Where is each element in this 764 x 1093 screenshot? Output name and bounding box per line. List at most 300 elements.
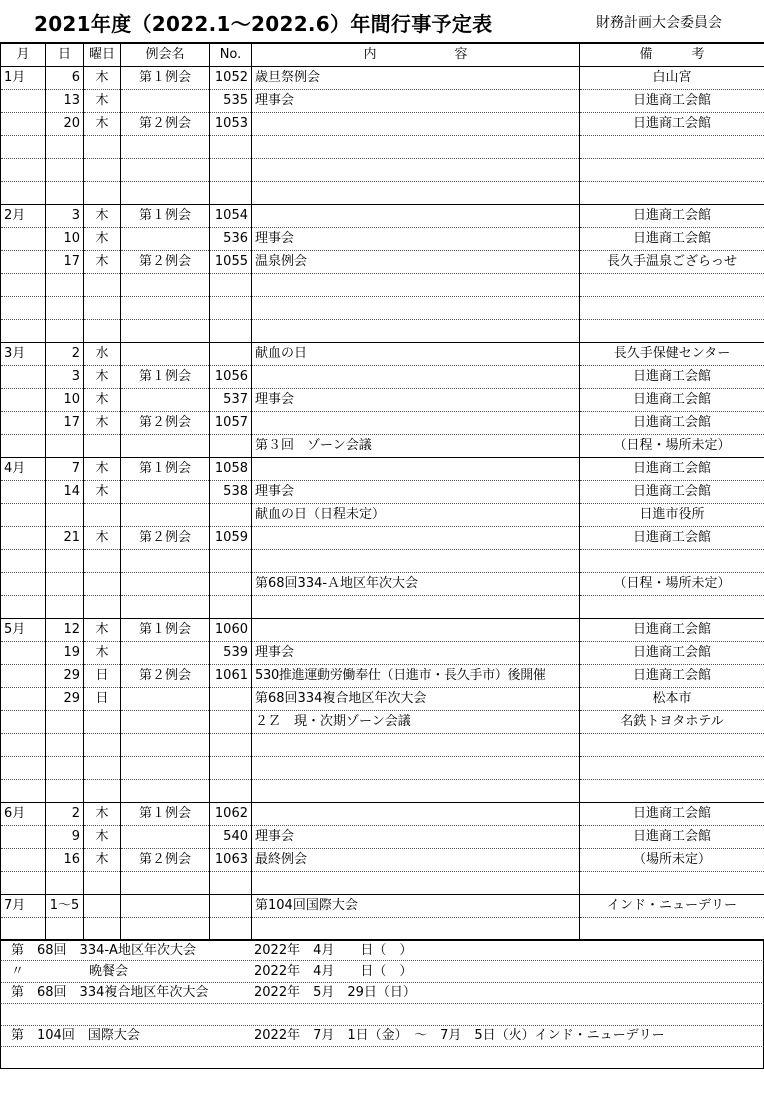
cell-month xyxy=(1,228,46,251)
table-row xyxy=(1,389,764,412)
cell-meeting-no xyxy=(210,504,252,527)
cell-day: 3 xyxy=(46,366,84,389)
cell-month xyxy=(1,573,46,596)
cell-day xyxy=(46,757,84,780)
cell-meeting-no: 535 xyxy=(210,90,252,113)
cell-month xyxy=(1,274,46,297)
cell-day: 7 xyxy=(46,458,84,481)
cell-meeting-name xyxy=(121,550,210,573)
cell-remarks xyxy=(580,757,764,780)
committee-name: 財務計画大会委員会 xyxy=(596,15,722,31)
cell-month: 6月 xyxy=(1,803,46,826)
table-row xyxy=(1,803,764,826)
cell-month: 5月 xyxy=(1,619,46,642)
cell-remarks: 日進商工会館 xyxy=(580,665,764,688)
cell-day: 14 xyxy=(46,481,84,504)
cell-day xyxy=(46,780,84,803)
cell-content xyxy=(252,297,580,320)
cell-content: 第104回国際大会 xyxy=(252,895,580,918)
cell-meeting-name xyxy=(121,826,210,849)
cell-content xyxy=(252,596,580,619)
cell-content xyxy=(252,113,580,136)
cell-meeting-name xyxy=(121,780,210,803)
cell-day: 2 xyxy=(46,343,84,366)
column-header-weekday: 曜日 xyxy=(84,43,121,67)
cell-meeting-no: 1060 xyxy=(210,619,252,642)
table-row xyxy=(1,619,764,642)
cell-day xyxy=(46,136,84,159)
cell-day xyxy=(46,182,84,205)
cell-day: 10 xyxy=(46,389,84,412)
cell-meeting-no: 1056 xyxy=(210,366,252,389)
cell-meeting-no: 1057 xyxy=(210,412,252,435)
cell-weekday: 木 xyxy=(84,251,121,274)
cell-meeting-name: 第１例会 xyxy=(121,619,210,642)
cell-meeting-no xyxy=(210,918,252,941)
cell-remarks xyxy=(580,734,764,757)
cell-content xyxy=(252,274,580,297)
cell-weekday: 日 xyxy=(84,665,121,688)
cell-meeting-no xyxy=(210,688,252,711)
cell-day: 9 xyxy=(46,826,84,849)
table-row xyxy=(1,274,764,297)
cell-meeting-name: 第１例会 xyxy=(121,205,210,228)
cell-meeting-no xyxy=(210,872,252,895)
cell-remarks: （日程・場所未定） xyxy=(580,435,764,458)
cell-meeting-no: 1061 xyxy=(210,665,252,688)
cell-meeting-no: 1059 xyxy=(210,527,252,550)
cell-weekday: 木 xyxy=(84,619,121,642)
cell-content: 最終例会 xyxy=(252,849,580,872)
cell-meeting-name: 第２例会 xyxy=(121,251,210,274)
cell-weekday xyxy=(84,136,121,159)
cell-meeting-no xyxy=(210,343,252,366)
cell-weekday: 木 xyxy=(84,527,121,550)
cell-meeting-no: 1055 xyxy=(210,251,252,274)
table-row xyxy=(1,435,764,458)
cell-weekday: 木 xyxy=(84,366,121,389)
cell-content: 温泉例会 xyxy=(252,251,580,274)
table-row xyxy=(1,297,764,320)
cell-content: 理事会 xyxy=(252,228,580,251)
cell-content xyxy=(252,136,580,159)
cell-remarks: 白山宮 xyxy=(580,67,764,90)
cell-day xyxy=(46,918,84,941)
cell-month xyxy=(1,435,46,458)
cell-weekday: 木 xyxy=(84,458,121,481)
cell-day: 13 xyxy=(46,90,84,113)
cell-meeting-no xyxy=(210,734,252,757)
cell-meeting-name xyxy=(121,228,210,251)
cell-month: 4月 xyxy=(1,458,46,481)
table-row xyxy=(1,412,764,435)
cell-meeting-name xyxy=(121,596,210,619)
cell-weekday xyxy=(84,711,121,734)
cell-remarks: 日進商工会館 xyxy=(580,619,764,642)
cell-weekday: 木 xyxy=(84,412,121,435)
cell-meeting-no: 536 xyxy=(210,228,252,251)
cell-day xyxy=(46,573,84,596)
cell-meeting-name xyxy=(121,320,210,343)
table-row xyxy=(1,872,764,895)
cell-remarks: インド・ニューデリー xyxy=(580,895,764,918)
cell-day xyxy=(46,550,84,573)
cell-month xyxy=(1,849,46,872)
table-row xyxy=(1,527,764,550)
column-header-month: 月 xyxy=(1,43,46,67)
summary-date: 2022年 5月 29日（日） xyxy=(254,985,416,1001)
cell-meeting-name xyxy=(121,504,210,527)
cell-remarks: （場所未定） xyxy=(580,849,764,872)
cell-month xyxy=(1,780,46,803)
cell-weekday xyxy=(84,297,121,320)
cell-content: 第68回334複合地区年次大会 xyxy=(252,688,580,711)
cell-day xyxy=(46,596,84,619)
cell-meeting-name xyxy=(121,389,210,412)
cell-month xyxy=(1,481,46,504)
table-row xyxy=(1,711,764,734)
cell-weekday: 木 xyxy=(84,803,121,826)
summary-row xyxy=(0,1047,764,1069)
column-header-remarks: 備 考 xyxy=(580,43,764,67)
cell-meeting-name xyxy=(121,481,210,504)
cell-day: 19 xyxy=(46,642,84,665)
summary-date: 2022年 7月 1日（金） ～ 7月 5日（火）インド・ニューデリー xyxy=(254,1028,665,1044)
table-row xyxy=(1,481,764,504)
cell-meeting-name xyxy=(121,435,210,458)
table-row xyxy=(1,251,764,274)
cell-day xyxy=(46,297,84,320)
cell-month xyxy=(1,642,46,665)
cell-remarks: 日進商工会館 xyxy=(580,205,764,228)
cell-content xyxy=(252,872,580,895)
cell-month: 1月 xyxy=(1,67,46,90)
cell-content: 理事会 xyxy=(252,90,580,113)
summary-event: 第 104回 国際大会 xyxy=(11,1028,140,1044)
table-row xyxy=(1,780,764,803)
cell-content xyxy=(252,780,580,803)
table-row xyxy=(1,918,764,941)
cell-meeting-name xyxy=(121,274,210,297)
cell-meeting-no xyxy=(210,136,252,159)
cell-remarks: 日進商工会館 xyxy=(580,826,764,849)
cell-meeting-no xyxy=(210,711,252,734)
cell-remarks: 日進商工会館 xyxy=(580,90,764,113)
table-row xyxy=(1,136,764,159)
cell-meeting-no xyxy=(210,757,252,780)
cell-day: 10 xyxy=(46,228,84,251)
cell-content: ２Ｚ 現・次期ゾーン会議 xyxy=(252,711,580,734)
cell-meeting-name xyxy=(121,136,210,159)
cell-content xyxy=(252,205,580,228)
summary-event: 第 68回 334複合地区年次大会 xyxy=(11,985,209,1001)
cell-day: 3 xyxy=(46,205,84,228)
cell-month xyxy=(1,757,46,780)
cell-meeting-name xyxy=(121,90,210,113)
cell-weekday: 水 xyxy=(84,343,121,366)
cell-meeting-name: 第１例会 xyxy=(121,458,210,481)
table-row xyxy=(1,849,764,872)
cell-month xyxy=(1,412,46,435)
cell-month: 2月 xyxy=(1,205,46,228)
cell-remarks: 日進商工会館 xyxy=(580,366,764,389)
summary-row xyxy=(0,982,764,1004)
table-row xyxy=(1,228,764,251)
cell-meeting-name: 第１例会 xyxy=(121,803,210,826)
cell-month xyxy=(1,550,46,573)
cell-meeting-no xyxy=(210,274,252,297)
cell-weekday xyxy=(84,918,121,941)
cell-remarks xyxy=(580,320,764,343)
page-title: 2021年度（2022.1～2022.6）年間行事予定表 xyxy=(34,12,493,36)
cell-day: 16 xyxy=(46,849,84,872)
cell-meeting-name: 第２例会 xyxy=(121,412,210,435)
cell-content xyxy=(252,550,580,573)
cell-meeting-name xyxy=(121,688,210,711)
cell-day xyxy=(46,711,84,734)
cell-month xyxy=(1,918,46,941)
cell-day xyxy=(46,320,84,343)
cell-content: 献血の日（日程未定） xyxy=(252,504,580,527)
cell-content: 理事会 xyxy=(252,642,580,665)
cell-meeting-no xyxy=(210,182,252,205)
table-row xyxy=(1,596,764,619)
cell-day: 6 xyxy=(46,67,84,90)
cell-month xyxy=(1,872,46,895)
cell-weekday xyxy=(84,573,121,596)
cell-meeting-no xyxy=(210,573,252,596)
cell-month xyxy=(1,389,46,412)
cell-month xyxy=(1,297,46,320)
column-header-day: 日 xyxy=(46,43,84,67)
table-row xyxy=(1,573,764,596)
cell-weekday: 日 xyxy=(84,688,121,711)
cell-content: 第68回334-Ａ地区年次大会 xyxy=(252,573,580,596)
cell-meeting-name xyxy=(121,757,210,780)
cell-month xyxy=(1,90,46,113)
cell-meeting-no xyxy=(210,320,252,343)
table-row xyxy=(1,665,764,688)
table-row xyxy=(1,642,764,665)
cell-remarks: 日進商工会館 xyxy=(580,228,764,251)
cell-day xyxy=(46,274,84,297)
cell-month xyxy=(1,688,46,711)
cell-content: 530推進運動労働奉仕（日進市・長久手市）後開催 xyxy=(252,665,580,688)
cell-meeting-no: 537 xyxy=(210,389,252,412)
cell-day: 17 xyxy=(46,412,84,435)
table-row xyxy=(1,458,764,481)
column-header-meeting-name: 例会名 xyxy=(121,43,210,67)
cell-meeting-no: 1053 xyxy=(210,113,252,136)
summary-date: 2022年 4月 日（ ） xyxy=(254,943,413,958)
cell-month xyxy=(1,596,46,619)
cell-day: 21 xyxy=(46,527,84,550)
cell-meeting-name: 第２例会 xyxy=(121,665,210,688)
cell-content xyxy=(252,619,580,642)
cell-weekday: 木 xyxy=(84,826,121,849)
cell-weekday xyxy=(84,734,121,757)
cell-content xyxy=(252,182,580,205)
cell-remarks: 日進商工会館 xyxy=(580,527,764,550)
cell-month xyxy=(1,320,46,343)
cell-content xyxy=(252,159,580,182)
cell-content xyxy=(252,918,580,941)
cell-month xyxy=(1,136,46,159)
cell-weekday: 木 xyxy=(84,67,121,90)
cell-weekday xyxy=(84,550,121,573)
cell-remarks: 日進商工会館 xyxy=(580,803,764,826)
cell-meeting-no xyxy=(210,596,252,619)
cell-month xyxy=(1,711,46,734)
cell-weekday xyxy=(84,274,121,297)
cell-content: 第３回 ゾーン会議 xyxy=(252,435,580,458)
cell-weekday: 木 xyxy=(84,228,121,251)
cell-meeting-name xyxy=(121,642,210,665)
cell-day: 20 xyxy=(46,113,84,136)
cell-day: 17 xyxy=(46,251,84,274)
schedule-table xyxy=(0,42,764,941)
table-row xyxy=(1,113,764,136)
table-row xyxy=(1,734,764,757)
cell-weekday xyxy=(84,182,121,205)
cell-remarks: 松本市 xyxy=(580,688,764,711)
table-row xyxy=(1,757,764,780)
cell-meeting-name: 第２例会 xyxy=(121,849,210,872)
cell-content xyxy=(252,320,580,343)
summary-row xyxy=(0,1025,764,1047)
cell-content xyxy=(252,412,580,435)
cell-meeting-no: 538 xyxy=(210,481,252,504)
cell-meeting-name xyxy=(121,159,210,182)
cell-content: 歳旦祭例会 xyxy=(252,67,580,90)
column-header-content: 内 容 xyxy=(252,43,580,67)
cell-day: 29 xyxy=(46,688,84,711)
table-row xyxy=(1,504,764,527)
cell-meeting-no: 1062 xyxy=(210,803,252,826)
table-row xyxy=(1,688,764,711)
cell-weekday xyxy=(84,596,121,619)
cell-content: 献血の日 xyxy=(252,343,580,366)
cell-day xyxy=(46,734,84,757)
summary-row xyxy=(0,939,764,961)
cell-weekday: 木 xyxy=(84,849,121,872)
cell-content: 理事会 xyxy=(252,389,580,412)
cell-weekday xyxy=(84,320,121,343)
cell-month xyxy=(1,826,46,849)
cell-content xyxy=(252,757,580,780)
cell-day: 2 xyxy=(46,803,84,826)
cell-meeting-name: 第２例会 xyxy=(121,527,210,550)
cell-day xyxy=(46,504,84,527)
cell-meeting-no: 1063 xyxy=(210,849,252,872)
cell-remarks xyxy=(580,872,764,895)
cell-remarks: 長久手温泉ござらっせ xyxy=(580,251,764,274)
cell-day xyxy=(46,159,84,182)
cell-weekday xyxy=(84,435,121,458)
cell-meeting-name: 第１例会 xyxy=(121,67,210,90)
cell-month xyxy=(1,159,46,182)
cell-month xyxy=(1,527,46,550)
column-header-meeting-no: No. xyxy=(210,43,252,67)
cell-weekday: 木 xyxy=(84,642,121,665)
cell-meeting-no xyxy=(210,159,252,182)
cell-day xyxy=(46,435,84,458)
table-row xyxy=(1,343,764,366)
cell-content xyxy=(252,458,580,481)
cell-meeting-no: 1054 xyxy=(210,205,252,228)
table-header-row xyxy=(1,43,764,67)
cell-weekday xyxy=(84,872,121,895)
cell-content: 理事会 xyxy=(252,826,580,849)
cell-meeting-no xyxy=(210,435,252,458)
cell-remarks xyxy=(580,780,764,803)
cell-month xyxy=(1,665,46,688)
cell-month xyxy=(1,182,46,205)
cell-weekday xyxy=(84,504,121,527)
table-row xyxy=(1,366,764,389)
cell-month xyxy=(1,504,46,527)
cell-meeting-name xyxy=(121,343,210,366)
cell-meeting-name xyxy=(121,573,210,596)
cell-meeting-name xyxy=(121,711,210,734)
cell-month xyxy=(1,734,46,757)
cell-month: 3月 xyxy=(1,343,46,366)
cell-weekday: 木 xyxy=(84,113,121,136)
cell-remarks xyxy=(580,596,764,619)
cell-meeting-name xyxy=(121,918,210,941)
cell-content xyxy=(252,803,580,826)
table-row xyxy=(1,205,764,228)
cell-weekday: 木 xyxy=(84,389,121,412)
cell-meeting-no xyxy=(210,550,252,573)
summary-date: 2022年 4月 日（ ） xyxy=(254,963,413,979)
cell-month xyxy=(1,113,46,136)
table-row xyxy=(1,159,764,182)
cell-meeting-no xyxy=(210,895,252,918)
cell-remarks xyxy=(580,182,764,205)
cell-remarks: 日進商工会館 xyxy=(580,113,764,136)
table-row xyxy=(1,895,764,918)
cell-meeting-no: 1058 xyxy=(210,458,252,481)
cell-remarks: 日進商工会館 xyxy=(580,642,764,665)
cell-meeting-no: 540 xyxy=(210,826,252,849)
cell-day: 29 xyxy=(46,665,84,688)
cell-meeting-name xyxy=(121,297,210,320)
cell-meeting-no xyxy=(210,780,252,803)
cell-meeting-no xyxy=(210,297,252,320)
cell-remarks: 日進商工会館 xyxy=(580,412,764,435)
cell-weekday: 木 xyxy=(84,90,121,113)
cell-remarks xyxy=(580,297,764,320)
cell-meeting-name: 第１例会 xyxy=(121,366,210,389)
cell-remarks: 日進市役所 xyxy=(580,504,764,527)
summary-row xyxy=(0,961,764,983)
cell-weekday xyxy=(84,159,121,182)
cell-remarks: （日程・場所未定） xyxy=(580,573,764,596)
cell-month xyxy=(1,251,46,274)
cell-weekday xyxy=(84,780,121,803)
cell-remarks xyxy=(580,136,764,159)
cell-meeting-name xyxy=(121,734,210,757)
table-row xyxy=(1,320,764,343)
cell-meeting-name: 第２例会 xyxy=(121,113,210,136)
cell-content xyxy=(252,366,580,389)
cell-day: 1～5 xyxy=(46,895,84,918)
cell-remarks: 日進商工会館 xyxy=(580,389,764,412)
cell-meeting-name xyxy=(121,895,210,918)
cell-remarks xyxy=(580,274,764,297)
cell-content: 理事会 xyxy=(252,481,580,504)
